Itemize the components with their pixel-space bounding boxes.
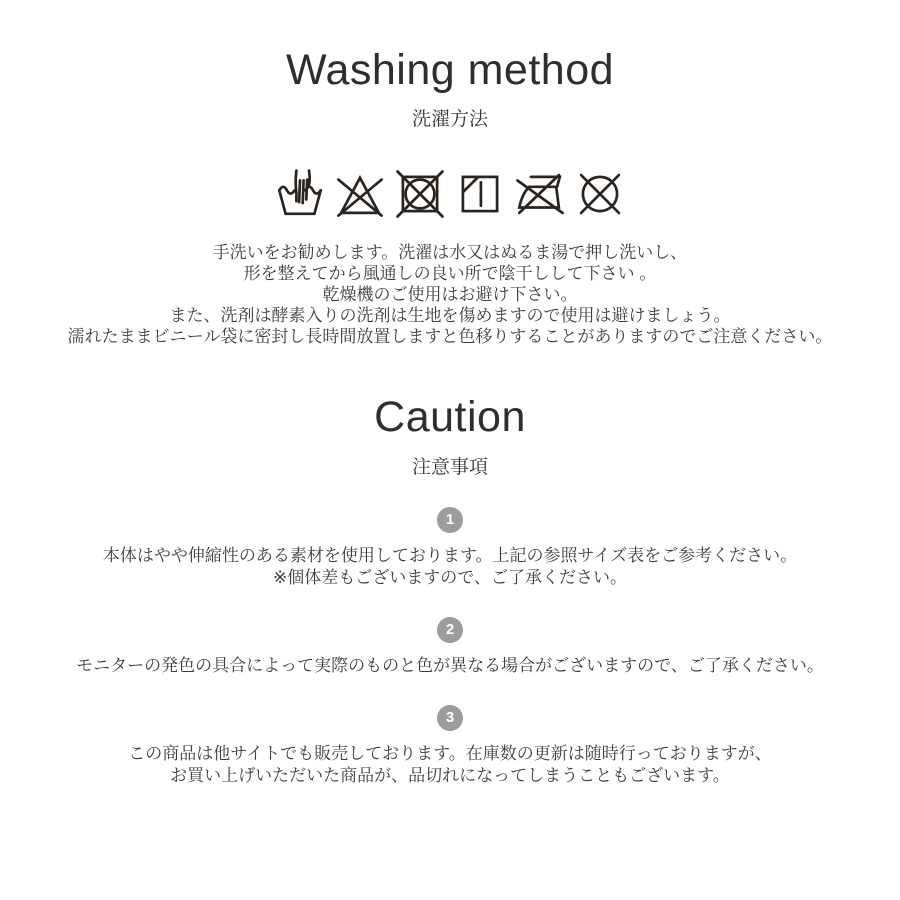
caution-line: モニターの発色の具合によって実際のものと色が異なる場合がございますので、ご了承ください。: [76, 655, 824, 675]
washing-method-title: Washing method: [285, 46, 615, 94]
do-not-dry-clean-icon: [573, 167, 627, 221]
caution-line: 本体はやや伸縮性のある素材を使用しております。上記の参照サイズ表をご参考ください。: [102, 545, 798, 565]
caution-title: Caution: [374, 393, 526, 442]
care-symbols-row: [0, 167, 900, 221]
caution-item-2: [0, 617, 900, 677]
caution-line: この商品は他サイトでも販売しております。在庫数の更新は随時行っておりますが、: [128, 743, 772, 763]
instruction-line: 乾燥機のご使用はお避け下さい。: [322, 285, 578, 305]
caution-item-text: [0, 545, 900, 589]
caution-line: お買い上げいただいた商品が、品切れになってしまうこともございます。: [170, 765, 730, 785]
washing-method-subtitle: 洗濯方法: [411, 109, 488, 131]
caution-item-text: [0, 655, 900, 677]
caution-subtitle: 注意事項: [411, 456, 488, 478]
instruction-line: 形を整えてから風通しの良い所で陰干しして下さい 。: [243, 264, 657, 284]
caution-number-badge: 2: [437, 617, 463, 643]
instruction-line: 濡れたままビニール袋に密封し長時間放置しますと色移りすることがありますのでご注意ください。: [67, 327, 833, 347]
caution-item-1: [0, 507, 900, 589]
caution-line: ※個体差もございますので、ご了承ください。: [273, 567, 627, 587]
washing-instructions: [0, 242, 900, 347]
do-not-bleach-icon: [333, 167, 387, 221]
caution-item-text: [0, 743, 900, 787]
do-not-iron-icon: [513, 167, 567, 221]
instruction-line: また、洗剤は酵素入りの洗剤は生地を傷めますので使用は避けましょう。: [169, 306, 731, 326]
do-not-tumble-dry-icon: [393, 167, 447, 221]
caution-number-badge: 1: [437, 507, 463, 533]
instruction-line: 手洗いをお勧めします。洗濯は水又はぬるま湯で押し洗いし、: [212, 243, 688, 263]
caution-number-badge: 3: [437, 705, 463, 731]
washing-section: [0, 0, 900, 347]
hand-wash-icon: [273, 167, 327, 221]
line-dry-in-shade-icon: [453, 167, 507, 221]
caution-item-3: [0, 705, 900, 787]
caution-section: [0, 393, 900, 786]
